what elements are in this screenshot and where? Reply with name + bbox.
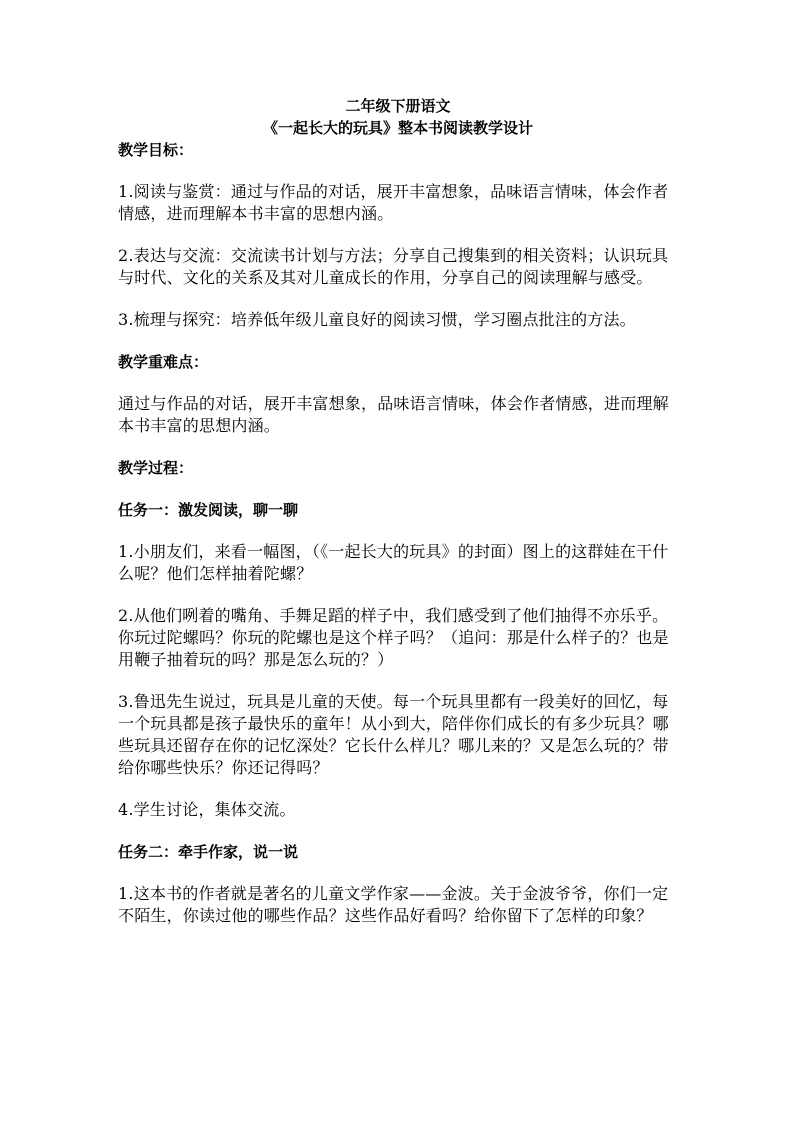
document-title-line-1: 二年级下册语文 (345, 97, 451, 115)
task1-item-4: 4.学生讨论，集体交流。 (118, 800, 296, 819)
task2-heading: 任务二：牵手作家，说一说 (118, 843, 299, 861)
task1-item-3: 3.鲁迅先生说过，玩具是儿童的天使。每一个玩具里都有一段美好的回忆，每一个玩具都是孩子最快乐的童年！从小到大，陪伴你们成长的有多少玩具？哪些玩具还留存在你的记忆深处？它长什么样儿？哪儿来的？又是怎么玩的？带给你哪些快乐？你还记得吗？ (118, 692, 669, 777)
goal-item-2: 2.表达与交流：交流读书计划与方法；分享自己搜集到的相关资料；认识玩具与时代、文化的关系及其对儿童成长的作用，分享自己的阅读理解与感受。 (118, 246, 669, 287)
task2-item-1: 1.这本书的作者就是著名的儿童文学作家——金波。关于金波爷爷，你们一定不陌生，你读过他的哪些作品？这些作品好看吗？给你留下了怎样的印象？ (118, 884, 669, 925)
task1-heading: 任务一：激发阅读，聊一聊 (118, 501, 299, 519)
process-heading: 教学过程： (118, 459, 194, 477)
key-points-heading: 教学重难点： (118, 353, 209, 371)
goal-item-3: 3.梳理与探究：培养低年级儿童良好的阅读习惯，学习圈点批注的方法。 (118, 310, 636, 329)
key-points-text: 通过与作品的对话，展开丰富想象，品味语言情味，体会作者情感，进而理解本书丰富的思想内涵。 (118, 394, 669, 435)
document-page (118, 95, 678, 927)
document-title-line-2: 《一起长大的玩具》整本书阅读教学设计 (262, 119, 533, 137)
goals-heading: 教学目标： (118, 141, 194, 159)
task1-item-2: 2.从他们咧着的嘴角、手舞足蹈的样子中，我们感受到了他们抽得不亦乐乎。你玩过陀螺吗？你玩的陀螺也是这个样子吗？（追问：那是什么样子的？也是用鞭子抽着玩的吗？那是怎么玩的？） (118, 606, 669, 669)
task1-item-1: 1.小朋友们，来看一幅图，（《一起长大的玩具》的封面）图上的这群娃在干什么呢？他们怎样抽着陀螺？ (118, 542, 669, 583)
goal-item-1: 1.阅读与鉴赏：通过与作品的对话，展开丰富想象，品味语言情味，体会作者情感，进而理解本书丰富的思想内涵。 (118, 182, 669, 223)
